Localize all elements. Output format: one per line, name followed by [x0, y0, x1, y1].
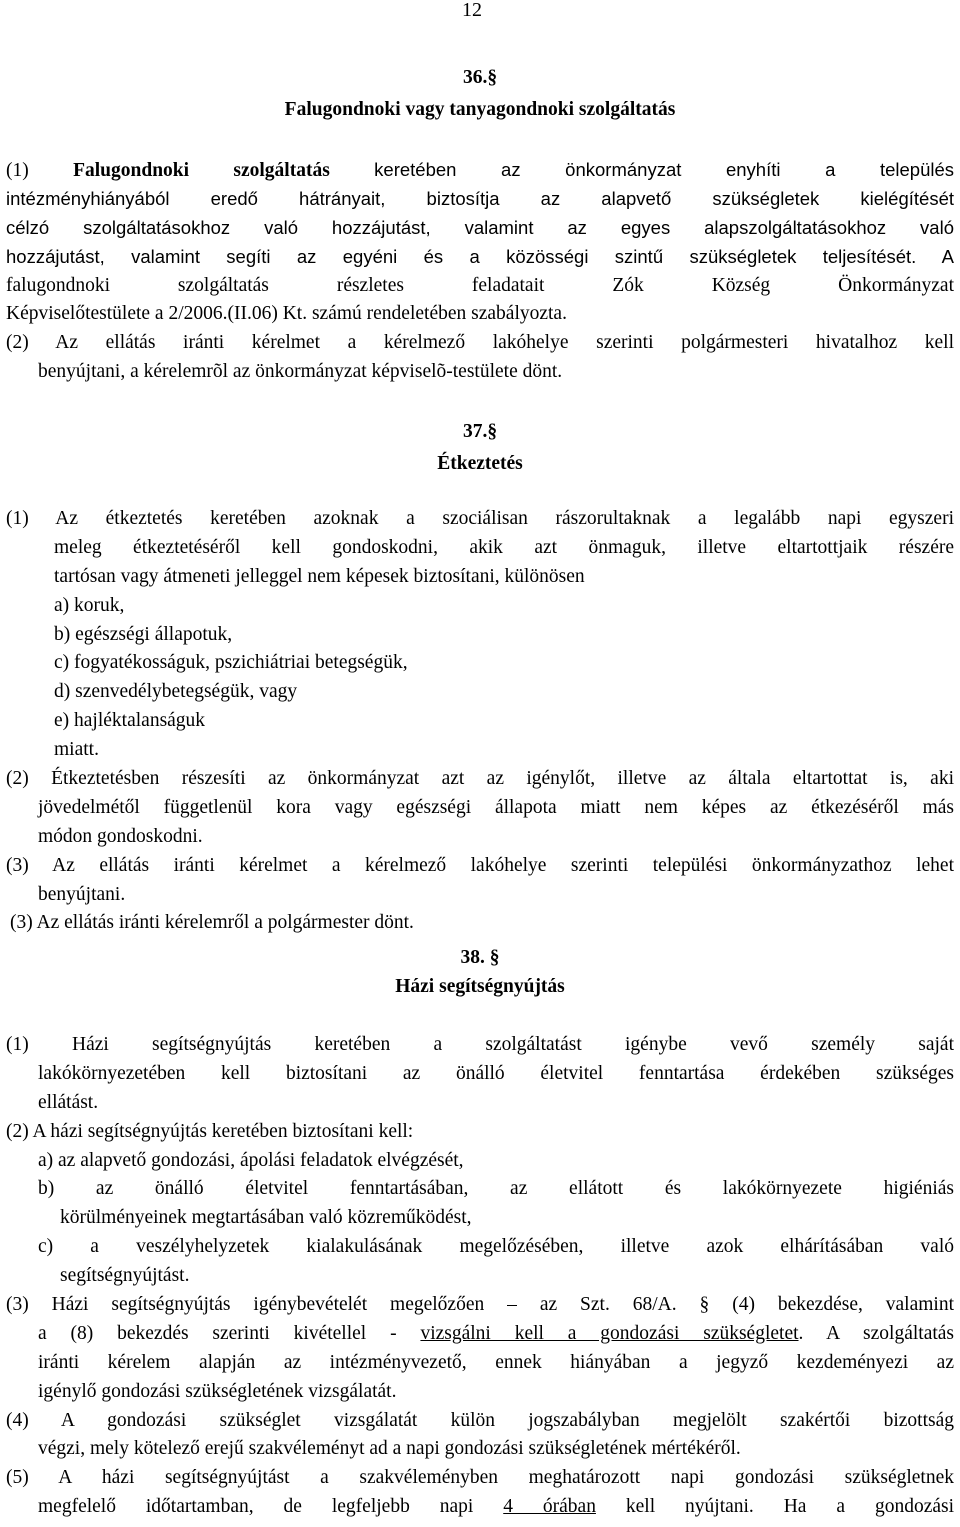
paragraph-line: igénylő gondozási szükségletének vizsgálatát.: [38, 1380, 397, 1402]
section-title: Étkeztetés: [437, 453, 523, 474]
list-item: d) szenvedélybetegségük, vagy: [54, 681, 298, 703]
list-item: c) a veszélyhelyzetek kialakulásának megelőzésében, illetve azok elhárításában való: [38, 1236, 954, 1258]
paragraph-line: miatt.: [54, 739, 99, 761]
paragraph-line: megfelelő időtartamban, de legfeljebb napi 4 órában kell nyújtani. Ha a gondozási: [38, 1496, 955, 1518]
paragraph-line: lakókörnyezetében kell biztosítani az önálló életvitel fenntartása érdekében szükséges: [38, 1062, 954, 1084]
paragraph-line: (5) A házi segítségnyújtást a szakvéleményben meghatározott napi gondozási szükségletnek: [6, 1467, 954, 1489]
paragraph-line: (2) Étkeztetésben részesíti az önkormányzat azt az igénylőt, illetve az általa eltartottat is, aki: [6, 768, 954, 790]
paragraph-line: (1) Az étkeztetés keretében azoknak a szociálisan rászorultaknak a legalább napi egyszeri: [6, 508, 954, 529]
underlined-text: 4 órában: [503, 1496, 596, 1518]
paragraph-line: benyújtani, a kérelemrõl az önkormányzat képviselõ-testülete dönt.: [38, 361, 563, 383]
paragraph-line: végzi, mely kötelező erejű szakvéleményt ad a napi gondozási szükségletének mértékéről.: [38, 1438, 741, 1460]
paragraph-line: meleg étkeztetéséről kell gondoskodni, akik azt önmaguk, illetve eltartottjaik részére: [54, 536, 954, 558]
paragraph-line: (2) Az ellátás iránti kérelmet a kérelmező lakóhelye szerinti polgármesteri hivatalhoz kell: [6, 332, 954, 354]
paragraph-line: Képviselőtestülete a 2/2006.(II.06) Kt. számú rendeletében szabályozta.: [6, 303, 567, 325]
paragraph-line: (3) Házi segítségnyújtás igénybevételét megelőzően – az Szt. 68/A. § (4) bekezdése, valamint: [6, 1294, 954, 1316]
page-number: 12: [462, 0, 482, 21]
paragraph-line: célzó szolgáltatásokhoz való hozzájutást, valamint az egyes alapszolgáltatásokhoz való: [6, 216, 954, 238]
paragraph-line: jövedelmétől függetlenül kora vagy egészségi állapota miatt nem képes az étkezéséről más: [38, 796, 954, 818]
paragraph-line: falugondnoki szolgáltatás részletes feladatait Zók Község Önkormányzat: [6, 274, 954, 296]
paragraph-line: (3) Az ellátás iránti kérelemről a polgármester dönt.: [10, 912, 414, 934]
list-item: e) hajléktalanságuk: [54, 710, 206, 732]
section-title: Falugondnoki vagy tanyagondnoki szolgáltatás: [284, 99, 676, 120]
list-item: segítségnyújtást.: [60, 1265, 190, 1287]
paragraph-line: (4) A gondozási szükséglet vizsgálatát külön jogszabályban megjelölt szakértői bizottság: [6, 1409, 954, 1431]
paragraph-line: a (8) bekezdés szerinti kivétellel - vizsgálni kell a gondozási szükségletet. A szolgáltatás: [38, 1322, 955, 1344]
paragraph-line: (1) Házi segítségnyújtás keretében a szolgáltatást igénybe vevő személy saját: [6, 1034, 954, 1055]
section-number: 38. §: [460, 947, 500, 968]
section-36-body: [6, 156, 954, 387]
list-item: b) az önálló életvitel fenntartásában, az ellátott és lakókörnyezete higiéniás: [38, 1178, 954, 1200]
underlined-text: vizsgálni kell a gondozási szükségletet: [420, 1322, 799, 1344]
list-item: c) fogyatékosságuk, pszichiátriai betegségük,: [54, 652, 408, 674]
paragraph-line: tartósan vagy átmeneti jelleggel nem képesek biztosítani, különösen: [54, 565, 585, 587]
list-item: a) az alapvető gondozási, ápolási feladatok elvégzését,: [38, 1149, 464, 1171]
paragraph-line: intézményhiányából eredő hátrányait, biztosítja az alapvető szükségletek kielégítését: [6, 187, 954, 209]
paragraph-line: módon gondoskodni.: [38, 825, 203, 847]
section-number: 37.§: [462, 421, 498, 442]
list-item: körülményeinek megtartásában való közreműködést,: [60, 1207, 472, 1229]
paragraph-line: (1) Falugondnoki szolgáltatás keretében az önkormányzat enyhíti a település: [6, 159, 955, 181]
section-title: Házi segítségnyújtás: [395, 976, 565, 997]
section-number: 36.§: [462, 67, 498, 88]
paragraph-line: iránti kérelem alapján az intézményvezető, ennek hiányában a jegyző kezdeményezi az: [38, 1351, 954, 1373]
list-item: a) koruk,: [54, 594, 125, 616]
paragraph-line: hozzájutást, valamint segíti az egyéni és a közösségi szintű szükségletek teljesítését. A: [6, 245, 954, 267]
section-38-body: [6, 1031, 954, 1522]
paragraph-line: ellátást.: [38, 1091, 99, 1113]
paragraph-line: benyújtani.: [38, 883, 126, 905]
paragraph-line: (3) Az ellátás iránti kérelmet a kérelmező lakóhelye szerinti települési önkormányzathoz lehet: [6, 854, 954, 876]
section-37-body: [6, 505, 954, 938]
paragraph-line: (2) A házi segítségnyújtás keretében biztosítani kell:: [6, 1120, 414, 1142]
list-item: b) egészségi állapotuk,: [54, 623, 233, 645]
